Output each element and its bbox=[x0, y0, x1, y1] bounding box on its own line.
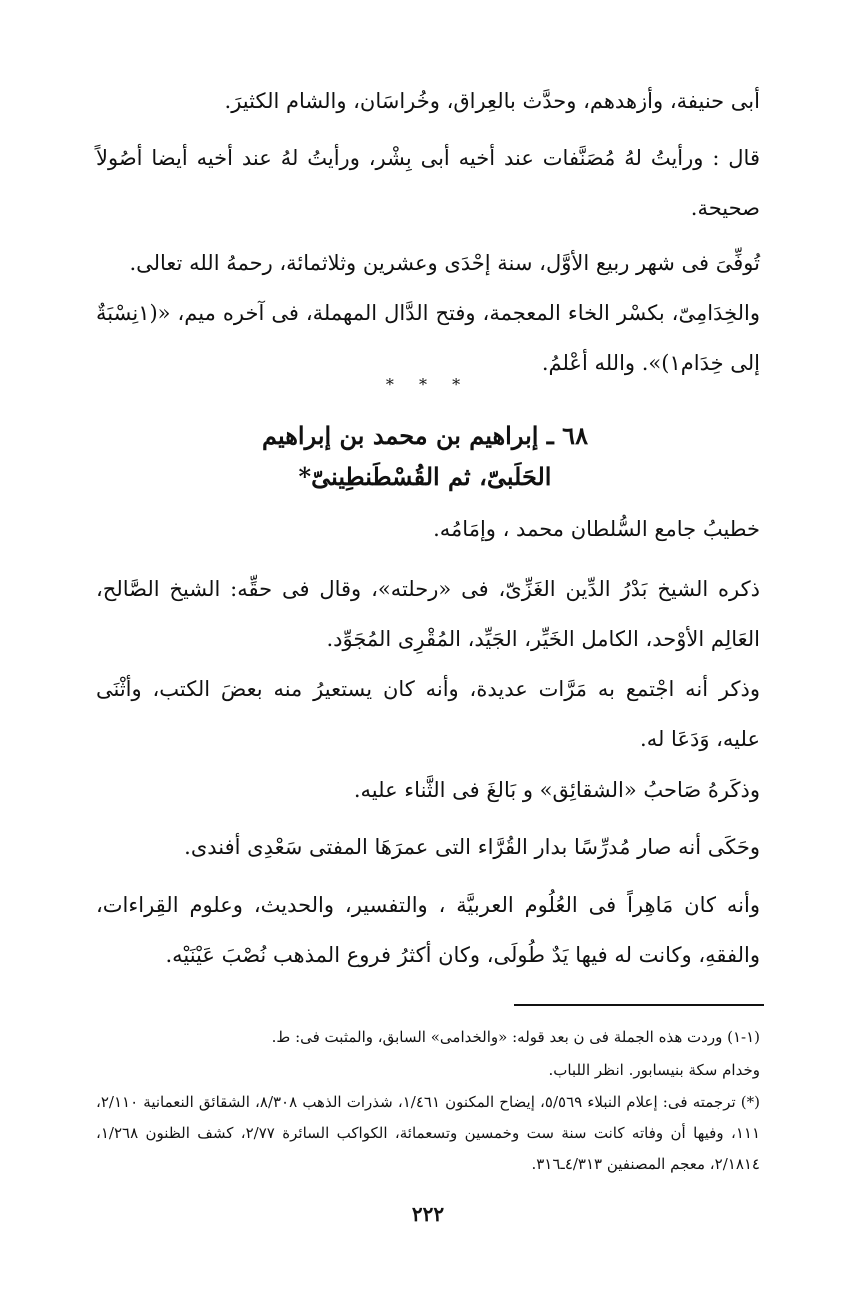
paragraph-continuation: أبى حنيفة، وأزهدهم، وحدَّث بالعِراق، وخُراسَان، والشام الكثيرَ. bbox=[224, 89, 760, 113]
paragraph-nisba: والخِدَامِىّ، بكسْر الخاء المعجمة، وفتح الدَّال المهملة، فى آخره ميم، «(١نِسْبَةٌ إلى خِدَام١)». والله أعْلمُ. bbox=[96, 301, 760, 375]
footnote-divider bbox=[514, 1004, 764, 1006]
section-separator: * * * bbox=[385, 375, 471, 394]
entry-paragraph-title: خطيبُ جامع السُّلطان محمد ، وإمَامُه. bbox=[433, 517, 760, 541]
footnote-1: (١-١) وردت هذه الجملة فى ن بعد قوله: «والخدامى» السابق، والمثبت فى: ط. bbox=[271, 1028, 760, 1046]
page-number: ٢٢٢ bbox=[411, 1202, 445, 1226]
paragraph-death: تُوفِّىَ فى شهر ربيع الأوَّل، سنة إحْدَى وعشرين وثلاثمائة، رحمهُ الله تعالى. bbox=[129, 251, 760, 275]
footnote-biography-sources: (*) ترجمته فى: إعلام النبلاء ٥/٥٦٩، إيضاح المكنون ١/٤٦١، شذرات الذهب ٨/٣٠٨، الشقائق النعمانية ٢/١١٠، ١١١، وفيها أن وفاته كانت سنة ست وخمسين وتسعمائة، الكواكب السائرة ٢/٧٧، كشف الظنون ١/٢٦٨، ٢/١٨١٤، معجم المصنفين ٤/٣١٣ـ٣١٦. bbox=[96, 1093, 761, 1173]
entry-heading-line-1: ٦٨ ـ إبراهيم بن محمد بن إبراهيم bbox=[262, 421, 588, 450]
entry-paragraph-sciences: وأنه كان مَاهِراً فى العُلُوم العربيَّة ، والتفسير، والحديث، وعلوم القِراءات، والفقهِ، وكانت له فيها يَدٌ طُولَى، وكان أكثرُ فروع المذهب نُصْبَ عَيْنَيْه. bbox=[96, 893, 760, 967]
entry-paragraph-shaqaiq: وذكَرهُ صَاحبُ «الشقائِق» و بَالغَ فى الثَّناء عليه. bbox=[353, 778, 760, 802]
footnote-1-continuation: وخدام سكة بنيسابور. انظر اللباب. bbox=[548, 1061, 760, 1079]
entry-heading-line-2: الحَلَبىّ، ثم القُسْطَنطِينىّ* bbox=[298, 462, 552, 491]
entry-paragraph-meetings: وذكر أنه اجْتمع به مَرَّات عديدة، وأنه كان يستعيرُ منه بعضَ الكتب، وأثْنَى عليه، وَدَعَا له. bbox=[96, 677, 760, 751]
entry-paragraph-ghazzi: ذكره الشيخ بَدْرُ الدِّين الغَزِّىّ، فى «رحلته»، وقال فى حقِّه: الشيخ الصَّالح، العَالِم الأوْحد، الكامل الخَيِّر، الجَيِّد، المُقْرِى المُجَوِّد. bbox=[96, 577, 760, 651]
paragraph-works: قال : ورأيتُ لهُ مُصَنَّفات عند أخيه أبى بِشْر، ورأيتُ لهُ عند أخيه أيضا أصُولاً صحيحة. bbox=[96, 146, 760, 220]
entry-paragraph-teaching: وحَكَى أنه صار مُدرِّسًا بدار القُرَّاء التى عمرَهَا المفتى سَعْدِى أفندى. bbox=[184, 835, 760, 859]
